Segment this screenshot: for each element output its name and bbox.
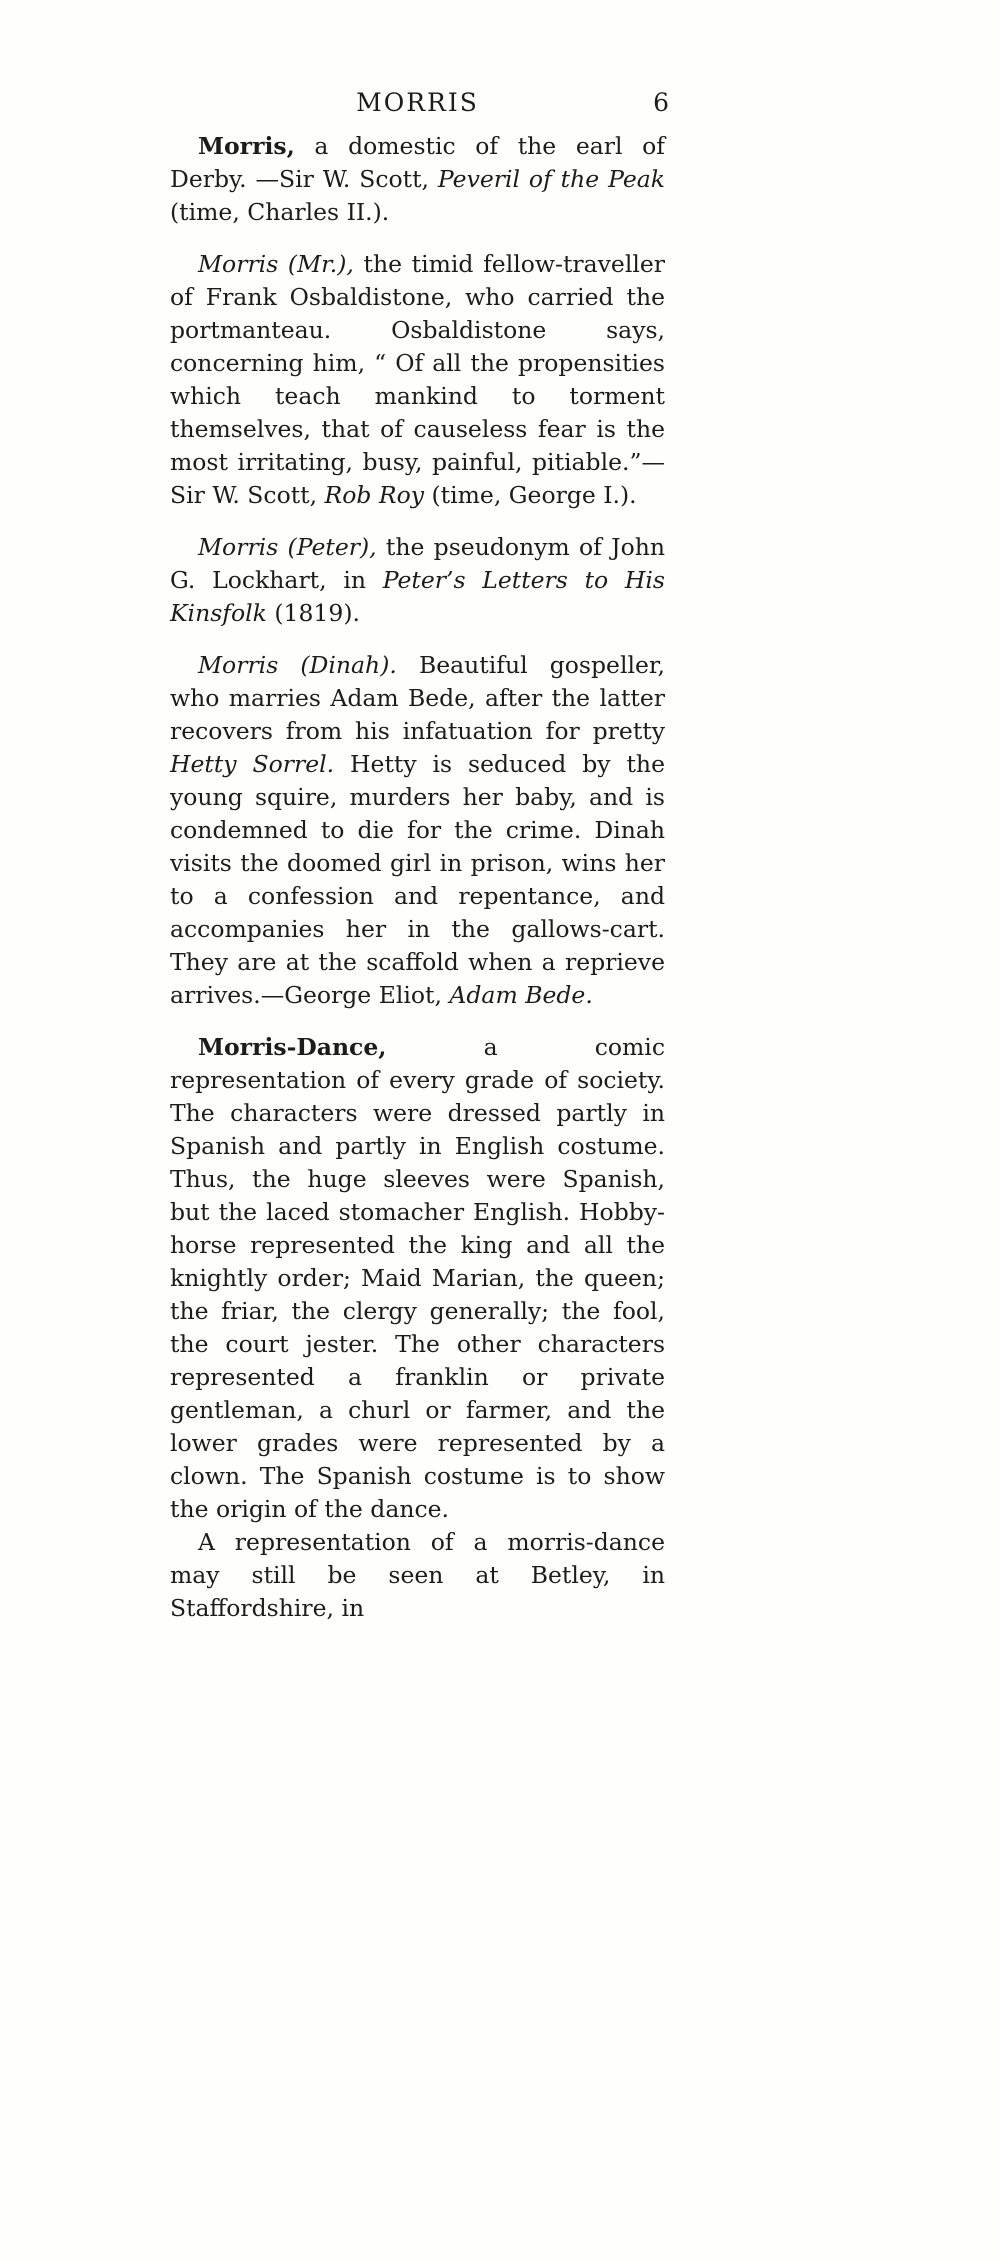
text-segment: a domestic of the earl of Derby. —Sir W. Scott, [170, 132, 665, 193]
text-segment: the pseudonym of John G. Lockhart, in [170, 533, 665, 594]
page-number: 6 [653, 88, 669, 117]
running-head-title: MORRIS [356, 88, 479, 117]
text-segment: Peveril of the Peak [437, 165, 665, 193]
text-segment: Morris (Dinah). [198, 651, 397, 679]
text-segment: Peter’s Letters to His Kinsfolk [170, 566, 665, 627]
text-segment: (time, George I.). [424, 481, 637, 509]
text-segment: Adam Bede. [449, 981, 593, 1009]
text-segment: A representation of a morris-dance may still be seen at Betley, in Staffordshire, in [170, 1528, 665, 1622]
paragraph [170, 248, 665, 512]
text-segment: (time, Charles II.). [170, 198, 390, 226]
text-segment: Morris (Peter), [198, 533, 377, 561]
paragraph [170, 1031, 665, 1526]
text-segment: Morris, [198, 132, 295, 160]
text-segment: Hetty Sorrel. [170, 750, 335, 778]
paragraph [170, 531, 665, 630]
paragraph [170, 1526, 665, 1625]
text-segment: Morris-Dance, [198, 1033, 387, 1061]
text-segment: Hetty is seduced by the young squire, murders her baby, and is condemned to die for the crime. Dinah visits the doomed girl in prison, wins her to a confession and repentance, and accompanies her in the gallows-cart. They are at the scaffold when a reprieve arrives.—George Eliot, [170, 750, 665, 1009]
text-segment: Beautiful gospeller, who marries Adam Bede, after the latter recovers from his infatuation for pretty [170, 651, 665, 745]
page-body [170, 130, 665, 1625]
text-segment: the timid fellow-traveller of Frank Osbaldistone, who carried the portmanteau. Osbaldistone says, concerning him, “ Of all the propensities which teach mankind to torment themselves, that of causeless fear is the most irritating, busy, painful, pitiable.”—Sir W. Scott, [170, 250, 665, 509]
paragraph [170, 130, 665, 229]
text-segment: (1819). [266, 599, 360, 627]
text-segment: Rob Roy [324, 481, 425, 509]
paragraph [170, 649, 665, 1012]
text-segment: Morris (Mr.), [198, 250, 354, 278]
text-segment: a comic representation of every grade of society. The characters were dressed partly in Spanish and partly in English costume. Thus, the huge sleeves were Spanish, but the laced stomacher English. Hobby-horse represented the king and all the knightly order; Maid Marian, the queen; the friar, the clergy generally; the fool, the court jester. The other characters represented a franklin or private gentleman, a churl or farmer, and the lower grades were represented by a clown. The Spanish costume is to show the origin of the dance. [170, 1033, 665, 1523]
page-header [170, 88, 669, 122]
